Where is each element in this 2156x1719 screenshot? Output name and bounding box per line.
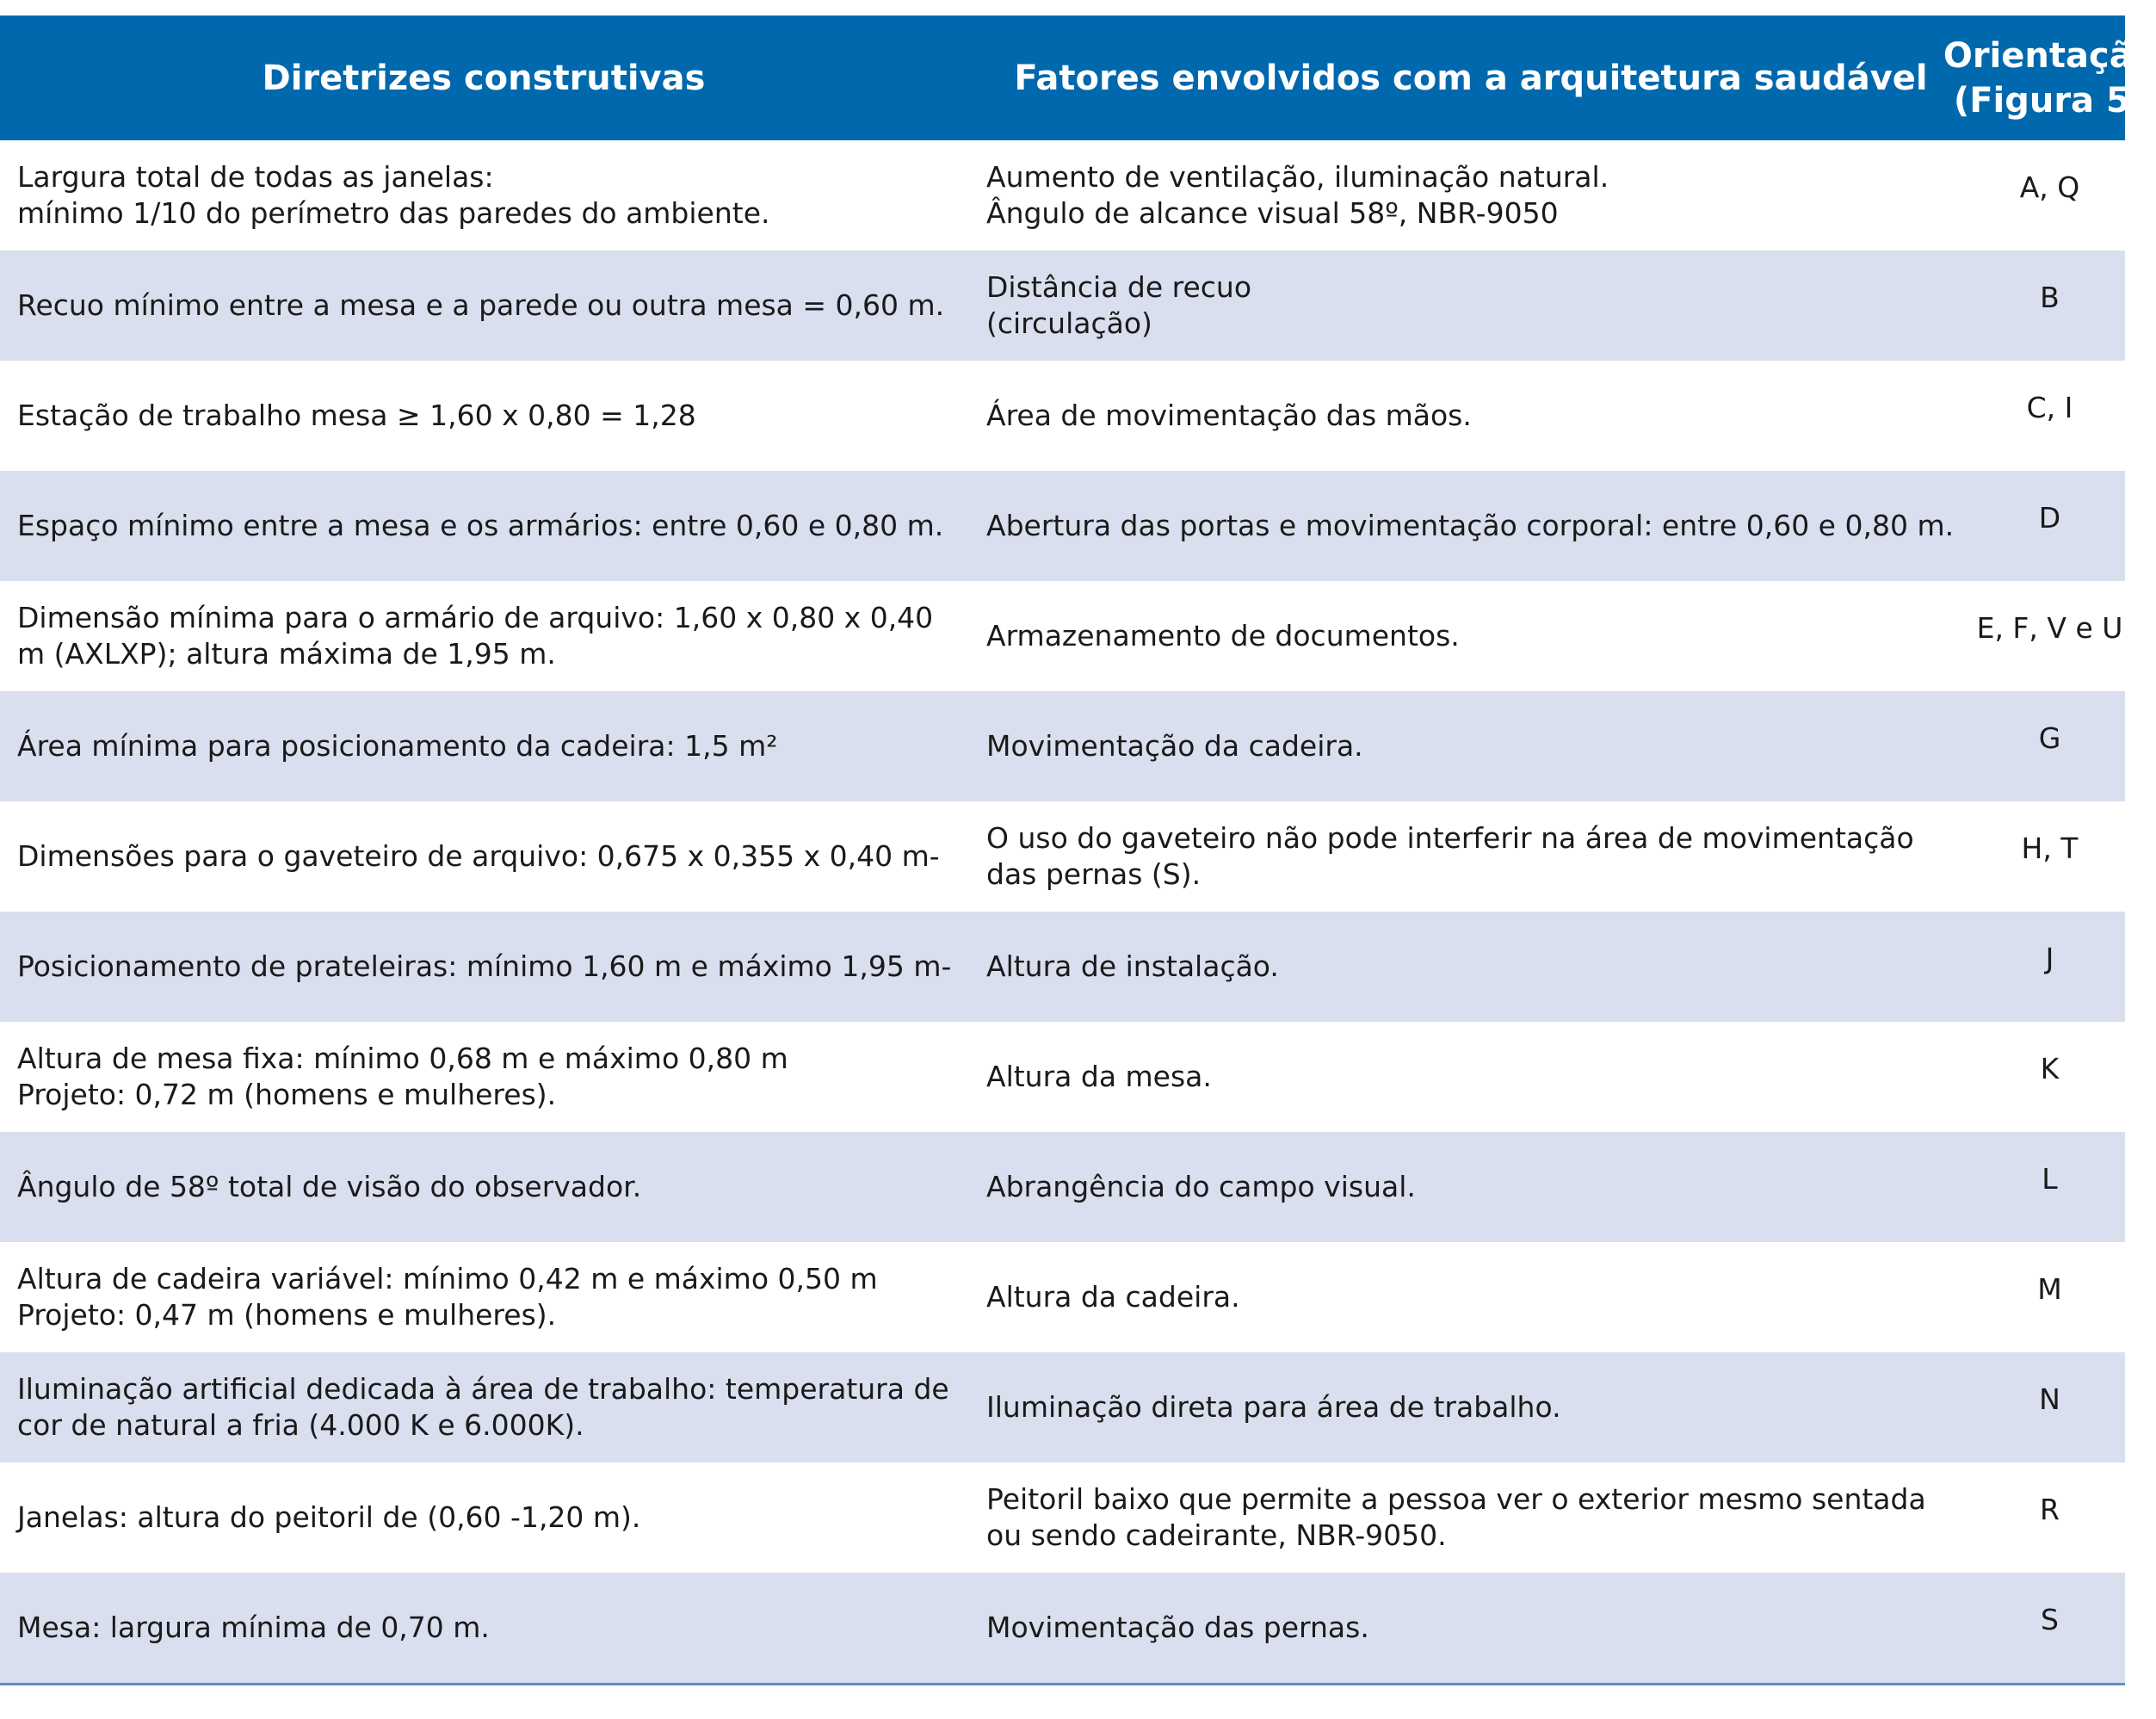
cell-fator: Iluminação direta para área de trabalho. — [986, 1390, 1561, 1424]
table-row — [0, 691, 2125, 801]
cell-fator: Aumento de ventilação, iluminação natural. Ângulo de alcance visual 58º, NBR-9050 — [986, 160, 1609, 230]
cell-orientacao: K — [2040, 1052, 2060, 1085]
cell-orientacao: G — [2038, 721, 2061, 755]
cell-orientacao: E, F, V e U — [1976, 611, 2123, 645]
table-row — [0, 1462, 2125, 1573]
cell-diretriz: Área mínima para posicionamento da cadeira: 1,5 m² — [17, 729, 778, 763]
table-row — [0, 471, 2125, 581]
table-bottom-rule — [0, 1683, 2125, 1685]
cell-orientacao: L — [2042, 1162, 2058, 1196]
cell-orientacao: N — [2039, 1382, 2060, 1416]
table-row — [0, 1022, 2125, 1132]
cell-diretriz: Espaço mínimo entre a mesa e os armários: entre 0,60 e 0,80 m. — [17, 509, 944, 542]
cell-orientacao: C, I — [2026, 391, 2073, 424]
cell-fator: Peitoril baixo que permite a pessoa ver o exterior mesmo sentada ou sendo cadeirante, NBR-9050. — [986, 1482, 1926, 1552]
header-fatores: Fatores envolvidos com a arquitetura saudável — [1014, 58, 1928, 98]
cell-fator: Abertura das portas e movimentação corporal: entre 0,60 e 0,80 m. — [986, 509, 1955, 542]
cell-fator: Armazenamento de documentos. — [986, 619, 1460, 652]
table-row — [0, 581, 2125, 691]
cell-orientacao: H, T — [2021, 832, 2079, 865]
cell-diretriz: Altura de cadeira variável: mínimo 0,42 m e máximo 0,50 m Projeto: 0,47 m (homens e mulheres). — [17, 1262, 878, 1332]
cell-orientacao: S — [2041, 1603, 2059, 1636]
header-diretrizes: Diretrizes construtivas — [262, 58, 706, 98]
cell-orientacao: A, Q — [2019, 170, 2080, 204]
table-row — [0, 1242, 2125, 1352]
cell-fator: Movimentação da cadeira. — [986, 729, 1363, 763]
cell-diretriz: Estação de trabalho mesa ≥ 1,60 x 0,80 = 1,28 — [17, 399, 696, 432]
table-row — [0, 250, 2125, 361]
cell-fator: Área de movimentação das mãos. — [986, 399, 1472, 432]
table-row — [0, 361, 2125, 471]
cell-fator: Movimentação das pernas. — [986, 1611, 1369, 1644]
cell-orientacao: J — [2045, 942, 2054, 975]
cell-diretriz: Dimensão mínima para o armário de arquivo: 1,60 x 0,80 x 0,40 m (AXLXP); altura máxima de 1,95 m. — [17, 601, 934, 671]
cell-orientacao: R — [2040, 1493, 2060, 1526]
cell-diretriz: Dimensões para o gaveteiro de arquivo: 0,675 x 0,355 x 0,40 m- — [17, 839, 940, 873]
cell-fator: O uso do gaveteiro não pode interferir na área de movimentação das pernas (S). — [986, 821, 1914, 891]
table-row — [0, 801, 2125, 912]
cell-fator: Abrangência do campo visual. — [986, 1170, 1416, 1203]
table-row — [0, 912, 2125, 1022]
cell-diretriz: Recuo mínimo entre a mesa e a parede ou outra mesa = 0,60 m. — [17, 288, 945, 322]
cell-diretriz: Largura total de todas as janelas: mínimo 1/10 do perímetro das paredes do ambiente. — [17, 160, 770, 230]
cell-diretriz: Iluminação artificial dedicada à área de trabalho: temperatura de cor de natural a fria (4.000 K e 6.000K). — [17, 1372, 949, 1442]
cell-diretriz: Mesa: largura mínima de 0,70 m. — [17, 1611, 490, 1644]
cell-orientacao: B — [2040, 281, 2060, 314]
table-row — [0, 1352, 2125, 1462]
table-header — [0, 15, 2156, 140]
cell-fator: Altura da mesa. — [986, 1060, 1212, 1093]
cell-diretriz: Posicionamento de prateleiras: mínimo 1,60 m e máximo 1,95 m- — [17, 949, 952, 983]
cell-orientacao: D — [2038, 501, 2061, 535]
guidelines-table — [0, 15, 2156, 1685]
table-row — [0, 140, 2125, 250]
cell-diretriz: Janelas: altura do peitoril de (0,60 -1,20 m). — [17, 1500, 641, 1534]
table-row — [0, 1573, 2125, 1683]
cell-diretriz: Altura de mesa fixa: mínimo 0,68 m e máximo 0,80 m Projeto: 0,72 m (homens e mulheres). — [17, 1042, 788, 1111]
cell-fator: Altura da cadeira. — [986, 1280, 1240, 1314]
cell-fator: Altura de instalação. — [986, 949, 1279, 983]
cell-diretriz: Ângulo de 58º total de visão do observador. — [17, 1170, 642, 1203]
cell-orientacao: M — [2037, 1272, 2062, 1306]
header-orientacao: Orientação (Figura 5) — [1943, 35, 2156, 121]
table-row — [0, 1132, 2125, 1242]
cell-fator: Distância de recuo (circulação) — [986, 270, 1252, 340]
